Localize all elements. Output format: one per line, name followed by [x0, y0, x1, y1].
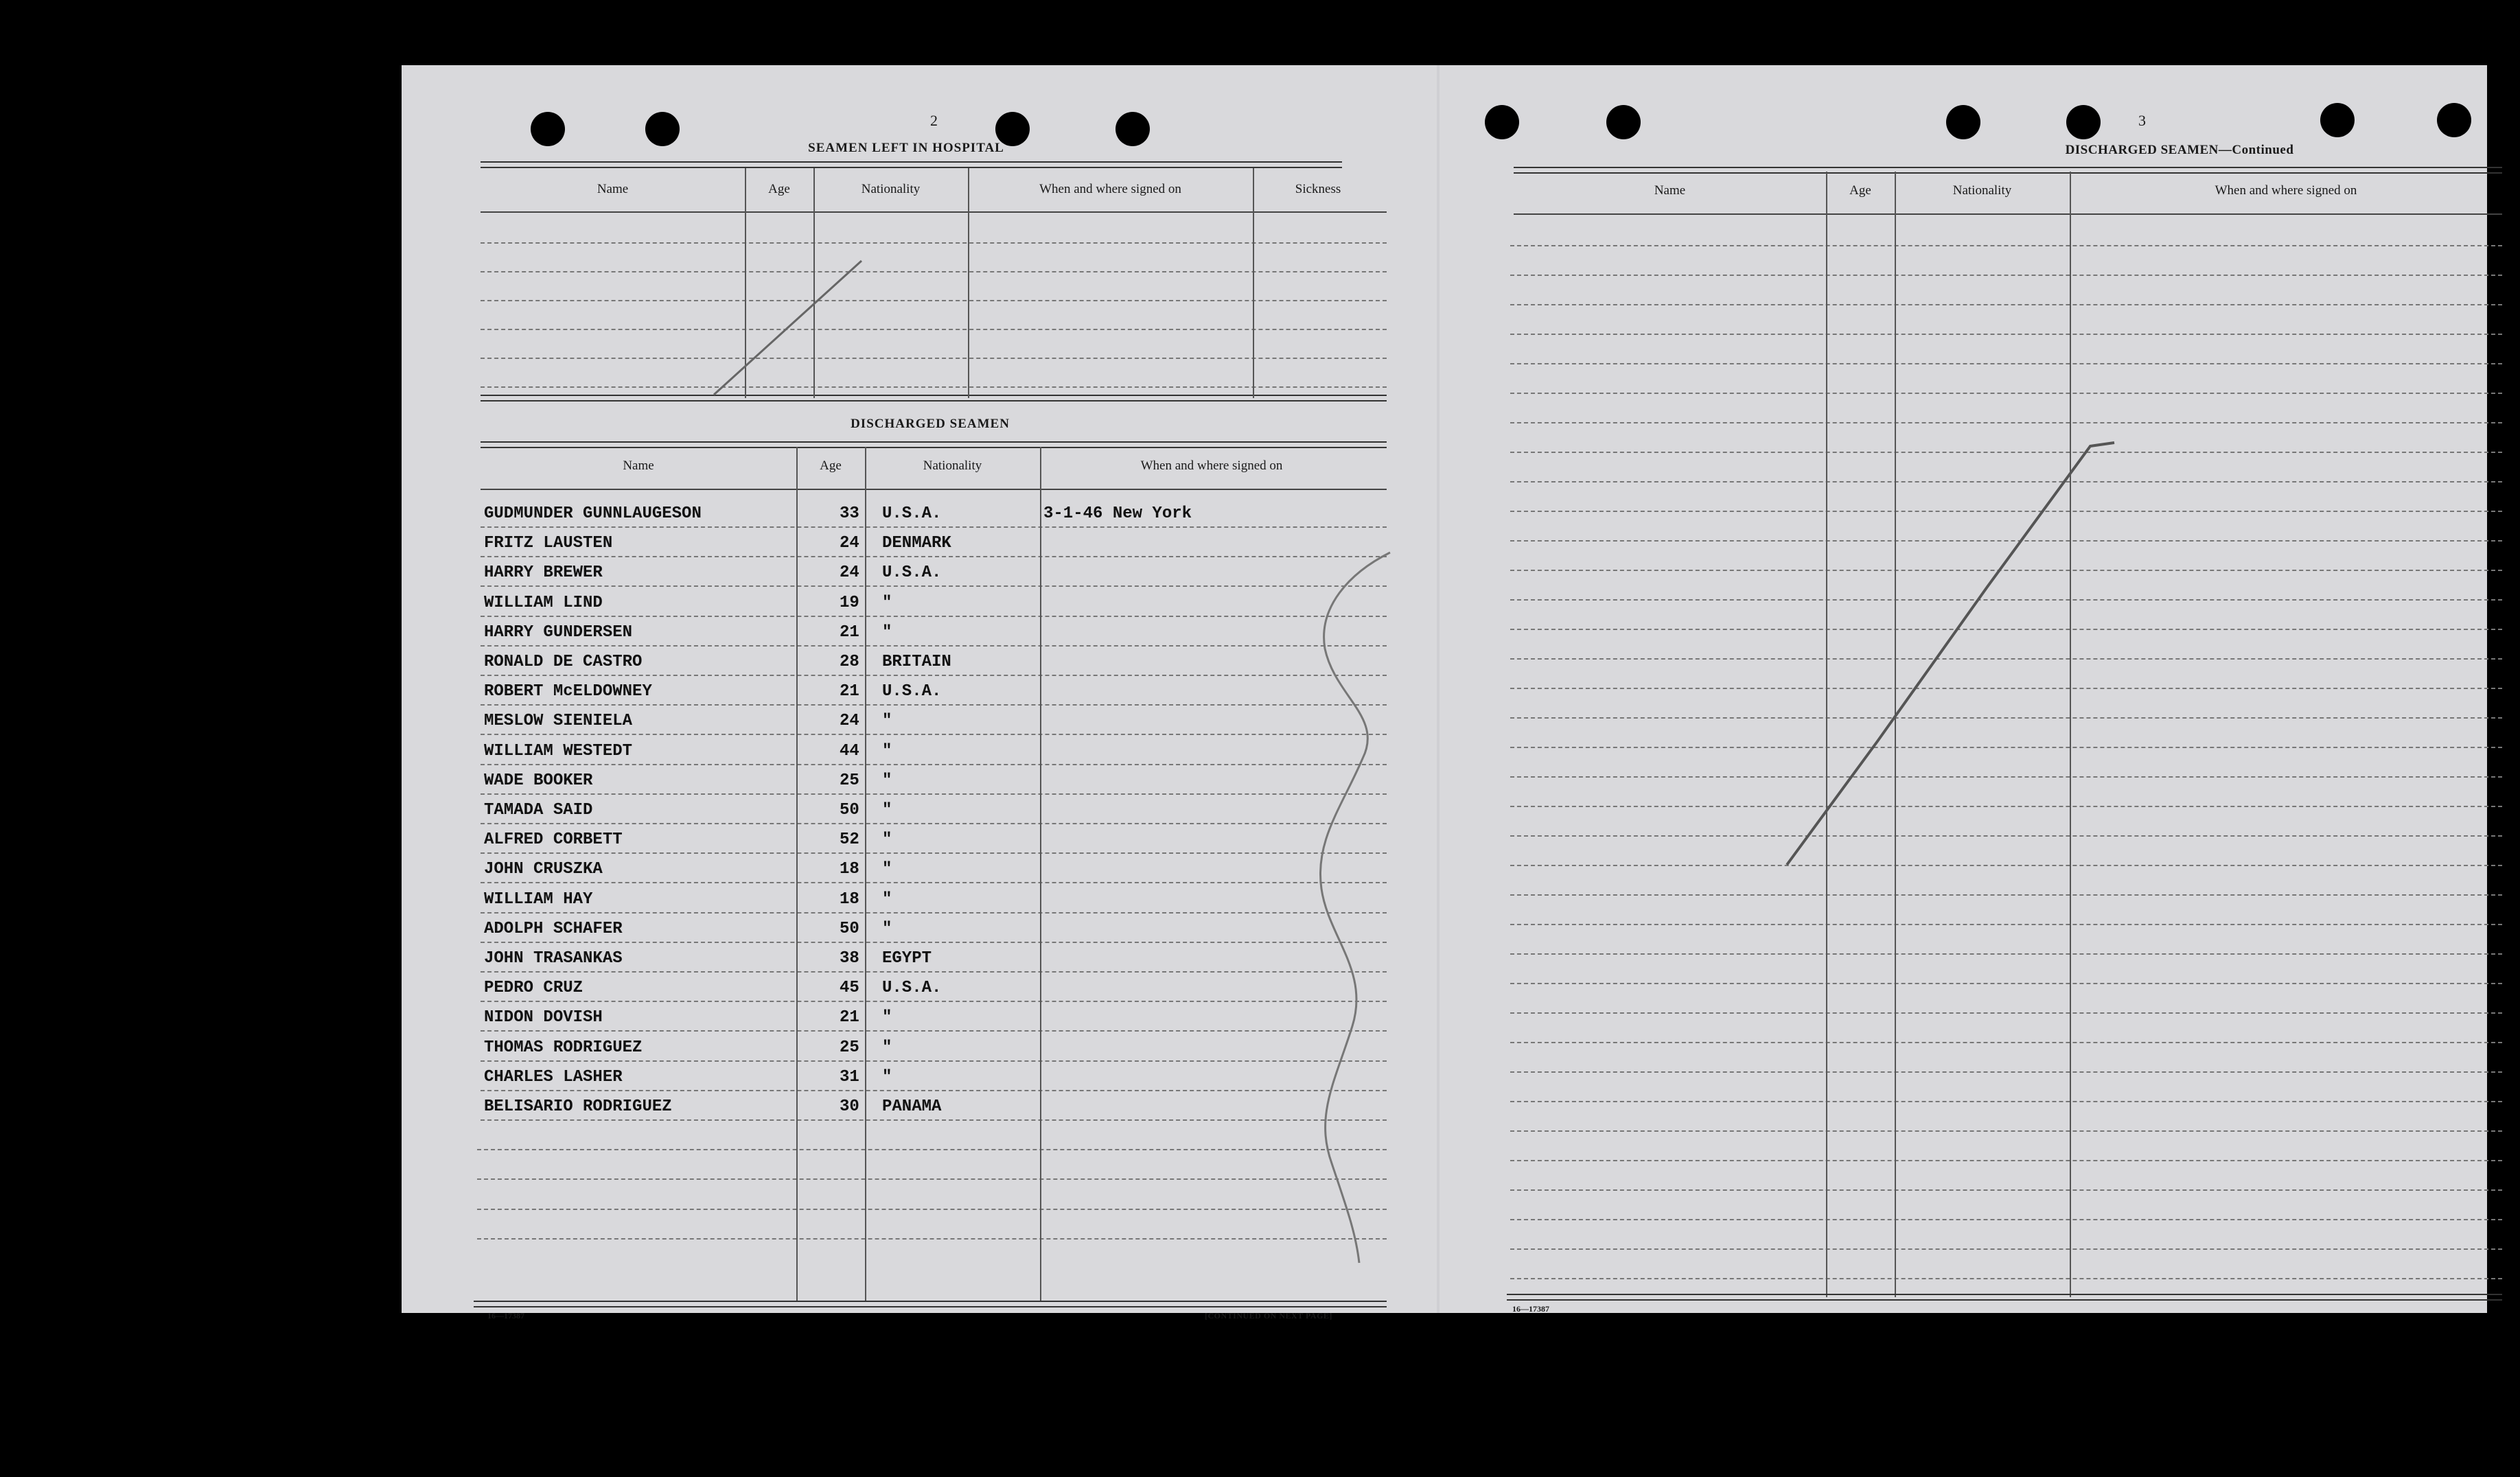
punch-hole [2066, 105, 2101, 139]
column-divider [865, 447, 866, 1301]
seaman-nationality: DENMARK [882, 534, 951, 553]
table-bottom-rule [1507, 1294, 2502, 1301]
column-divider [968, 168, 969, 398]
row-line [477, 1209, 1387, 1210]
seaman-nationality: " [882, 1038, 892, 1057]
row-line [481, 242, 1387, 244]
seaman-nationality: PANAMA [882, 1097, 942, 1116]
row-line [1510, 1101, 2502, 1102]
seaman-name: WILLIAM LIND [484, 593, 603, 612]
seaman-nationality: " [882, 860, 892, 879]
row-line [481, 734, 1387, 735]
column-divider [745, 168, 746, 398]
seaman-nationality: U.S.A. [882, 682, 942, 701]
document-sheet [402, 65, 2487, 1321]
seaman-nationality: " [882, 889, 892, 909]
seaman-name: WILLIAM HAY [484, 889, 593, 909]
seaman-age: 24 [840, 534, 859, 553]
section-bottom-rule [481, 395, 1387, 402]
punch-hole [1946, 105, 1980, 139]
seaman-age: 24 [840, 712, 859, 731]
row-line [1510, 894, 2502, 896]
seaman-name: BELISARIO RODRIGUEZ [484, 1097, 672, 1116]
column-divider [813, 168, 815, 398]
seaman-age: 44 [840, 741, 859, 760]
punch-hole [1606, 105, 1641, 139]
row-line [1510, 983, 2502, 984]
row-line [481, 329, 1387, 330]
row-line [481, 764, 1387, 765]
seaman-nationality: " [882, 919, 892, 938]
column-divider [1895, 172, 1896, 1297]
seaman-age: 21 [840, 1008, 859, 1027]
row-line [481, 675, 1387, 676]
column-header-nationality: Nationality [861, 182, 921, 196]
seaman-age: 38 [840, 949, 859, 968]
seaman-age: 18 [840, 889, 859, 909]
row-line [481, 852, 1387, 854]
column-header-nationality: Nationality [1952, 183, 2012, 198]
seaman-age: 21 [840, 623, 859, 642]
row-line [1510, 540, 2502, 542]
row-line [1510, 245, 2502, 246]
column-header-age: Age [768, 182, 790, 196]
row-line [1510, 717, 2502, 719]
seaman-age: 24 [840, 563, 859, 583]
seaman-age: 19 [840, 593, 859, 612]
row-line [1510, 275, 2502, 276]
row-line [481, 556, 1387, 557]
form-code: 16—17387 [1512, 1304, 1549, 1314]
row-line [481, 616, 1387, 617]
column-divider [2070, 172, 2071, 1297]
row-line [481, 1060, 1387, 1062]
row-line [1510, 953, 2502, 955]
seaman-nationality: U.S.A. [882, 979, 942, 998]
right-page [1438, 65, 2487, 1313]
row-line [477, 1178, 1387, 1180]
seaman-name: RONALD DE CASTRO [484, 653, 643, 671]
row-line [1510, 1189, 2502, 1191]
row-line [1510, 304, 2502, 305]
row-line [1510, 334, 2502, 335]
row-line [481, 526, 1387, 528]
form-code: 16—17387 [487, 1311, 524, 1321]
seaman-name: ROBERT McELDOWNEY [484, 682, 652, 701]
row-line [481, 823, 1387, 824]
row-line [1510, 806, 2502, 807]
row-line [481, 386, 1387, 388]
seaman-name: ALFRED CORBETT [484, 830, 623, 850]
header-rule [481, 161, 1342, 168]
seaman-name: MESLOW SIENIELA [484, 712, 633, 731]
page-number: 2 [930, 112, 938, 129]
seaman-nationality: " [882, 712, 892, 731]
seaman-name: ADOLPH SCHAFER [484, 919, 623, 938]
row-line [477, 1149, 1387, 1150]
row-line [481, 882, 1387, 883]
row-line [1510, 452, 2502, 453]
row-line [481, 971, 1387, 973]
header-rule [481, 441, 1387, 448]
row-line [481, 793, 1387, 795]
column-divider [796, 447, 798, 1301]
row-line [481, 358, 1387, 359]
seaman-age: 52 [840, 830, 859, 850]
seaman-age: 30 [840, 1097, 859, 1116]
punch-hole [2437, 103, 2471, 137]
row-line [1510, 481, 2502, 482]
column-divider [1826, 172, 1827, 1297]
continued-note: [CONTINUED ON NEXT PAGE] [1205, 1311, 1332, 1321]
row-line [1510, 865, 2502, 866]
row-line [481, 645, 1387, 647]
row-line [481, 1001, 1387, 1002]
seaman-nationality: " [882, 1008, 892, 1027]
row-line [1510, 658, 2502, 660]
row-line [1510, 1278, 2502, 1279]
seaman-name: FRITZ LAUSTEN [484, 534, 613, 553]
discharged-section-title: DISCHARGED SEAMEN [851, 417, 1010, 431]
seaman-nationality: " [882, 593, 892, 612]
row-line [1510, 1160, 2502, 1161]
seaman-nationality: " [882, 623, 892, 642]
seaman-age: 25 [840, 771, 859, 790]
seaman-nationality: " [882, 771, 892, 790]
column-header-nationality: Nationality [923, 458, 982, 473]
row-line [1510, 363, 2502, 364]
seaman-nationality: BRITAIN [882, 653, 951, 671]
row-line [481, 585, 1387, 587]
row-line [1510, 1219, 2502, 1220]
row-line [1510, 1042, 2502, 1043]
seaman-age: 21 [840, 682, 859, 701]
signed-on-entry: 3-1-46 New York [1043, 504, 1192, 523]
left-page [402, 65, 1438, 1321]
row-line [1510, 599, 2502, 601]
seaman-age: 18 [840, 860, 859, 879]
seaman-name: TAMADA SAID [484, 801, 593, 819]
seaman-age: 28 [840, 653, 859, 671]
row-line [481, 300, 1387, 301]
row-line [477, 1238, 1387, 1240]
column-header-signed-on: When and where signed on [2215, 183, 2357, 198]
seaman-age: 31 [840, 1067, 859, 1086]
table-bottom-rule [474, 1301, 1387, 1307]
column-header-name: Name [597, 182, 629, 196]
seaman-name: HARRY GUNDERSEN [484, 623, 633, 642]
row-line [1510, 1130, 2502, 1132]
discharged-continued-title: DISCHARGED SEAMEN—Continued [2065, 143, 2294, 157]
row-line [481, 271, 1387, 272]
column-header-name: Name [623, 458, 654, 473]
row-line [1510, 1071, 2502, 1073]
seaman-nationality: " [882, 741, 892, 760]
column-header-age: Age [1849, 183, 1871, 198]
column-header-signed-on: When and where signed on [1039, 182, 1181, 196]
column-divider [1253, 168, 1254, 398]
page-number: 3 [2138, 112, 2146, 129]
seaman-nationality: U.S.A. [882, 504, 942, 523]
column-header-age: Age [820, 458, 842, 473]
seaman-name: WADE BOOKER [484, 771, 593, 790]
header-underline [1514, 213, 2502, 215]
row-line [1510, 422, 2502, 423]
header-rule [1514, 167, 2502, 174]
seaman-nationality: " [882, 830, 892, 850]
row-line [1510, 1012, 2502, 1014]
seaman-name: THOMAS RODRIGUEZ [484, 1038, 643, 1057]
row-line [481, 1119, 1387, 1121]
header-underline [481, 489, 1387, 490]
seaman-nationality: EGYPT [882, 949, 932, 968]
row-line [1510, 747, 2502, 748]
row-line [481, 1030, 1387, 1032]
column-header-sickness: Sickness [1295, 182, 1341, 196]
column-header-signed-on: When and where signed on [1140, 458, 1283, 473]
punch-hole [1485, 105, 1519, 139]
seaman-name: CHARLES LASHER [484, 1067, 623, 1086]
row-line [1510, 570, 2502, 571]
row-line [481, 912, 1387, 914]
seaman-name: WILLIAM WESTEDT [484, 741, 633, 760]
seaman-age: 50 [840, 919, 859, 938]
seaman-name: HARRY BREWER [484, 563, 603, 583]
row-line [1510, 629, 2502, 630]
row-line [481, 704, 1387, 706]
seaman-name: PEDRO CRUZ [484, 979, 583, 998]
seaman-nationality: " [882, 801, 892, 819]
seaman-age: 50 [840, 801, 859, 819]
row-line [1510, 1248, 2502, 1250]
seaman-name: GUDMUNDER GUNNLAUGESON [484, 504, 702, 523]
punch-hole [2320, 103, 2355, 137]
seaman-age: 45 [840, 979, 859, 998]
row-line [481, 1090, 1387, 1091]
row-line [481, 942, 1387, 943]
seaman-name: NIDON DOVISH [484, 1008, 603, 1027]
hospital-section-title: SEAMEN LEFT IN HOSPITAL [808, 141, 1004, 155]
row-line [1510, 688, 2502, 689]
seaman-name: JOHN CRUSZKA [484, 860, 603, 879]
row-line [1510, 924, 2502, 925]
seaman-name: JOHN TRASANKAS [484, 949, 623, 968]
seaman-age: 25 [840, 1038, 859, 1057]
column-divider [1040, 447, 1041, 1301]
seaman-age: 33 [840, 504, 859, 523]
seaman-nationality: U.S.A. [882, 563, 942, 583]
row-line [1510, 776, 2502, 778]
row-line [1510, 393, 2502, 394]
header-underline [481, 211, 1387, 213]
row-line [1510, 835, 2502, 837]
column-header-name: Name [1654, 183, 1686, 198]
seaman-nationality: " [882, 1067, 892, 1086]
row-line [1510, 511, 2502, 512]
